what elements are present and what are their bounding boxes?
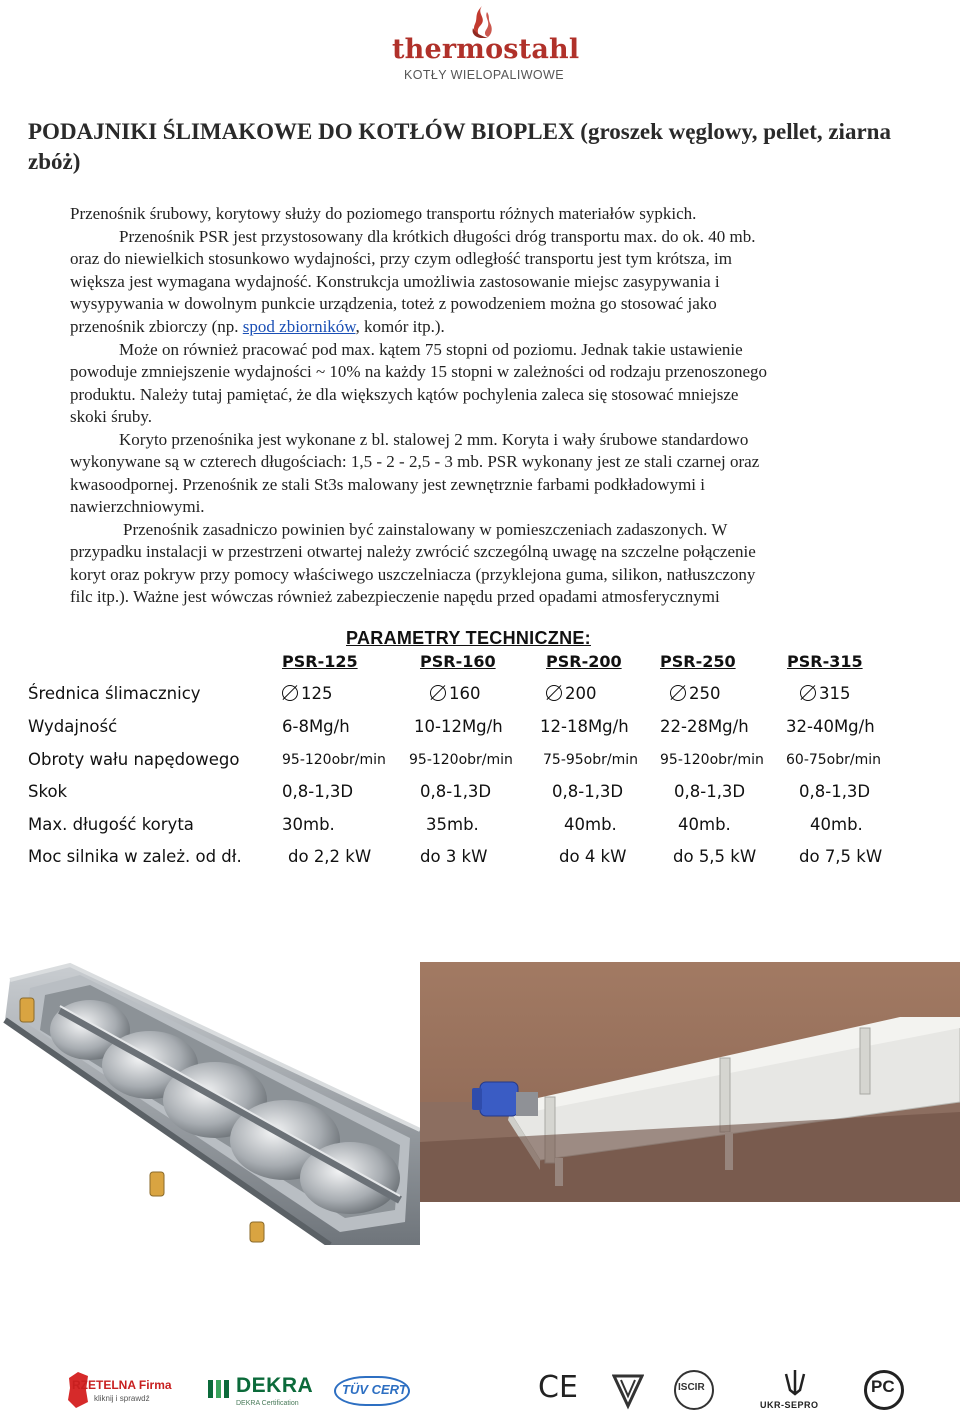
rzetelna-sub: kliknij i sprawdź <box>94 1394 150 1403</box>
param-value: 200 <box>546 684 597 703</box>
paragraph-line: nawierzchniowymi. <box>70 497 205 516</box>
ce-text: CE <box>538 1370 578 1405</box>
logo-subtitle: KOTŁY WIELOPALIWOWE <box>404 68 564 82</box>
dekra-mark-icon <box>206 1376 232 1402</box>
ce-mark-logo <box>538 1368 578 1412</box>
param-label: Wydajność <box>28 717 118 736</box>
param-value: 35mb. <box>426 815 479 834</box>
param-label: Max. długość koryta <box>28 815 194 834</box>
param-value: do 2,2 kW <box>288 847 372 866</box>
param-value: 32-40Mg/h <box>786 717 875 736</box>
model-header: PSR-125 <box>282 652 358 671</box>
certification-mark-logo <box>612 1368 648 1412</box>
param-value: 30mb. <box>282 815 335 834</box>
pc-text: PC <box>871 1377 895 1396</box>
param-value: 0,8-1,3D <box>552 782 624 801</box>
painted-conveyor-photo <box>420 962 960 1202</box>
tuv-cert-logo <box>334 1368 410 1412</box>
paragraph-line: koryt oraz pokryw przy pomocy właściwego uszczelniacza (przyklejona guma, silikon, natłuszczony <box>70 565 756 584</box>
ukr-sepro-logo <box>760 1368 830 1412</box>
dekra-text: DEKRA <box>236 1374 314 1397</box>
param-value: 22-28Mg/h <box>660 717 749 736</box>
param-value: 10-12Mg/h <box>414 717 503 736</box>
paragraph-line: skoki śruby. <box>70 407 153 426</box>
param-value: 95-120obr/min <box>660 752 764 768</box>
param-value: 125 <box>282 684 333 703</box>
paragraph-line: Przenośnik śrubowy, korytowy służy do poziomego transportu różnych materiałów sypkich. <box>70 204 697 223</box>
model-header: PSR-200 <box>546 652 622 671</box>
paragraph-text: przenośnik zbiorczy (np. <box>70 317 243 336</box>
paragraph-line: powoduje zmniejszenie wydajności ~ 10% na każdy 15 stopni w zależności od rodzaju przenoszonego <box>70 362 768 381</box>
param-value: do 4 kW <box>559 847 627 866</box>
trident-icon <box>780 1368 810 1398</box>
screw-conveyor-photo <box>0 960 420 1245</box>
paragraph-line: oraz do niewielkich stosunkowo wydajności, przy czym odległość transportu jest tym krótsza, im <box>70 249 732 268</box>
dekra-logo <box>206 1368 314 1412</box>
param-value: 0,8-1,3D <box>674 782 746 801</box>
ukr-text: UKR-SEPRO <box>760 1400 819 1410</box>
rzetelna-firma-logo <box>66 1368 172 1412</box>
param-value: 160 <box>430 684 481 703</box>
paragraph-line: produktu. Należy tutaj pamiętać, że dla większych kątów pochylenia zaleca się stosować mniejsze <box>70 385 739 404</box>
param-value: 60-75obr/min <box>786 752 882 768</box>
paragraph-line: kwasoodpornej. Przenośnik ze stali St3s malowany jest zewnętrznie farbami podkładowymi i <box>70 475 705 494</box>
param-value: 95-120obr/min <box>282 752 386 768</box>
diameter-icon <box>430 685 446 701</box>
params-heading: PARAMETRY TECHNICZNE: <box>346 628 591 648</box>
paragraph-line: Przenośnik PSR jest przystosowany dla krótkich długości dróg transportu max. do ok. 40 mb. <box>119 227 756 246</box>
paragraph-line: Przenośnik zasadniczo powinien być zainstalowany w pomieszczeniach zadaszonych. W <box>123 520 728 539</box>
paragraph-line: przypadku instalacji w przestrzeni otwartej należy zwrócić szczególną uwagę na szczelne połączenie <box>70 542 756 561</box>
param-value: 0,8-1,3D <box>799 782 871 801</box>
paragraph-text: , komór itp.). <box>355 317 445 336</box>
dekra-sub: DEKRA Certification <box>236 1400 299 1407</box>
param-value: 0,8-1,3D <box>420 782 492 801</box>
param-value: do 7,5 kW <box>799 847 883 866</box>
param-label: Skok <box>28 782 68 801</box>
iscir-logo <box>674 1368 718 1412</box>
shield-mark-icon <box>612 1372 644 1410</box>
diameter-icon <box>800 685 816 701</box>
param-value: 250 <box>670 684 721 703</box>
paragraph-line: Może on również pracować pod max. kątem 75 stopni od poziomu. Jednak takie ustawienie <box>119 340 743 359</box>
param-value: 6-8Mg/h <box>282 717 350 736</box>
paragraph-line: wykonywane są w czterech długościach: 1,5 - 2 - 2,5 - 3 mb. PSR wykonany jest ze stali czarnej oraz <box>70 452 760 471</box>
param-value: 95-120obr/min <box>409 752 513 768</box>
company-logo <box>392 4 580 86</box>
paragraph-line: wysypywania w dowolnym punkcie urządzenia, toteż z powodzeniem można go stosować jako <box>70 294 717 313</box>
page-title: PODAJNIKI ŚLIMAKOWE DO KOTŁÓW BIOPLEX (groszek węglowy, pellet, ziarna zbóż) <box>28 119 891 174</box>
storage-tanks-link[interactable]: spod zbiorników <box>242 317 356 336</box>
param-value: 40mb. <box>678 815 731 834</box>
iscir-text: ISCIR <box>678 1382 705 1393</box>
param-value: do 5,5 kW <box>673 847 757 866</box>
diameter-icon <box>282 685 298 701</box>
model-header: PSR-250 <box>660 652 736 671</box>
param-label: Obroty wału napędowego <box>28 750 240 769</box>
param-label: Średnica ślimacznicy <box>28 684 201 703</box>
model-header: PSR-160 <box>420 652 496 671</box>
rzetelna-title: RZETELNA Firma <box>72 1378 172 1392</box>
param-value: 0,8-1,3D <box>282 782 354 801</box>
param-label: Moc silnika w zależ. od dł. <box>28 847 242 866</box>
model-header: PSR-315 <box>787 652 863 671</box>
param-value: 40mb. <box>564 815 617 834</box>
param-value: 12-18Mg/h <box>540 717 629 736</box>
tuv-text: TÜV CERT <box>342 1382 407 1397</box>
param-value: do 3 kW <box>420 847 488 866</box>
param-value: 315 <box>800 684 851 703</box>
param-value: 40mb. <box>810 815 863 834</box>
paragraph-line <box>70 316 445 339</box>
paragraph-line: większa jest wymagana wydajność. Konstrukcja umożliwia zastosowanie miejsc zasypywania i <box>70 272 720 291</box>
paragraph-line: Koryto przenośnika jest wykonane z bl. stalowej 2 mm. Koryta i wały śrubowe standardowo <box>119 430 749 449</box>
logo-brand: thermostahl <box>392 34 580 65</box>
param-value: 75-95obr/min <box>543 752 639 768</box>
diameter-icon <box>546 685 562 701</box>
diameter-icon <box>670 685 686 701</box>
paragraph-line: filc itp.). Ważne jest wówczas również zabezpieczenie napędu przed opadami atmosferycznymi <box>70 587 720 606</box>
pc-mark-logo <box>864 1368 908 1412</box>
